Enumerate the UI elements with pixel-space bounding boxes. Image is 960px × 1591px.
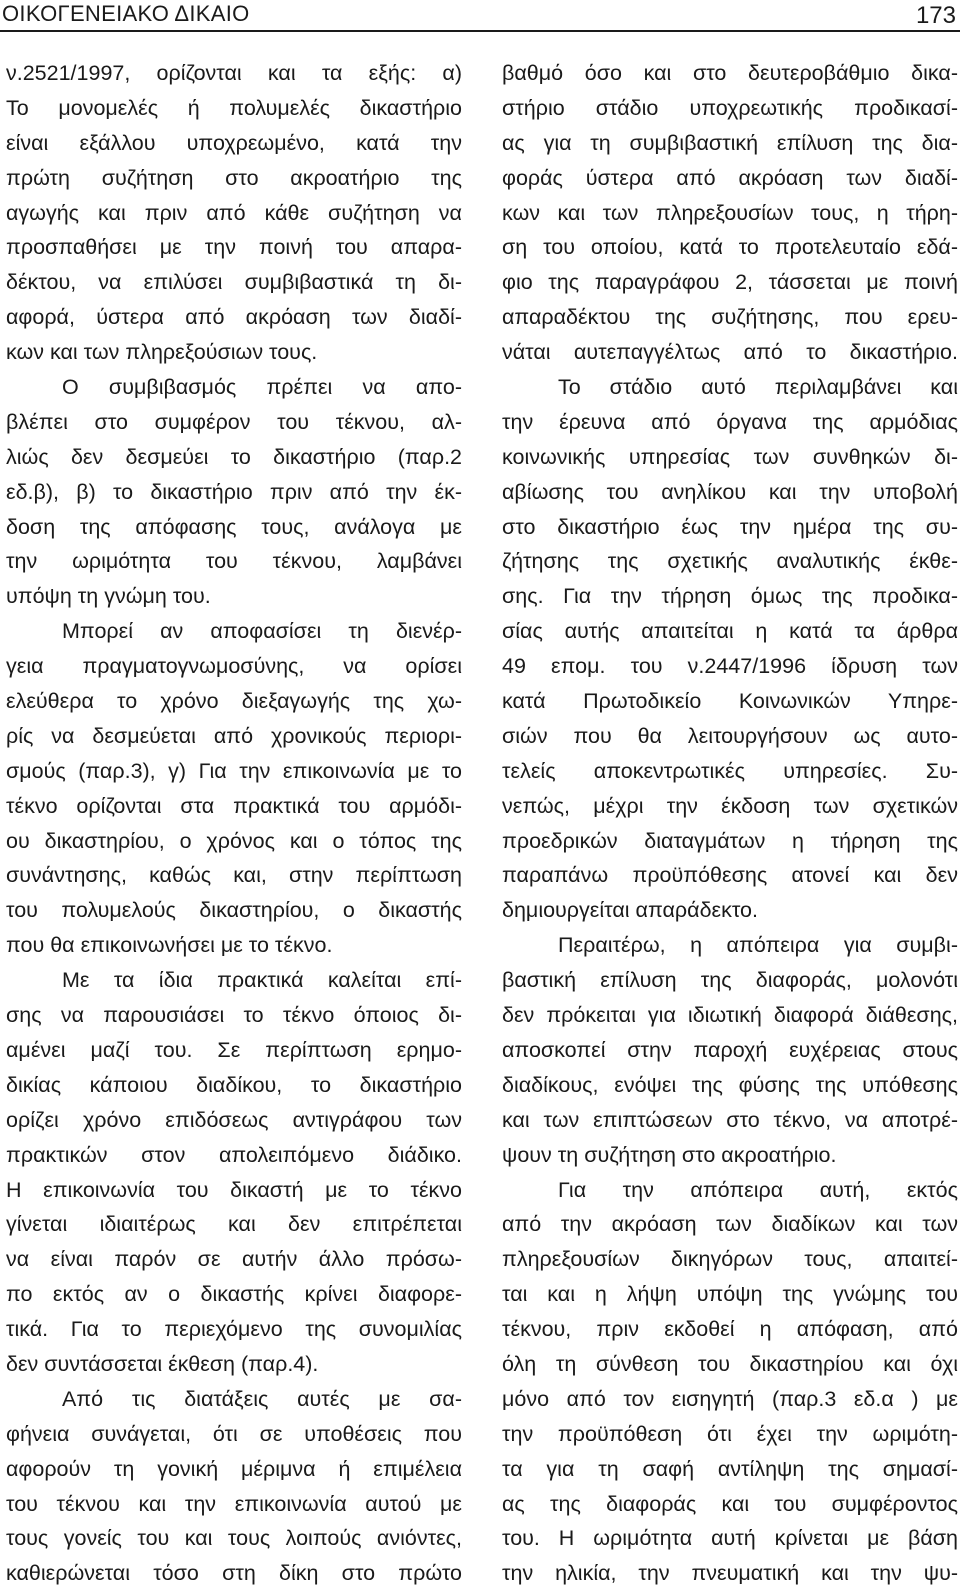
text-line: συνάντησης, καθώς και, στην περίπτωση [6, 863, 462, 888]
text-line: τους γονείς του και τους λοιπούς ανιόντες, [6, 1526, 462, 1551]
text-line: ν.2521/1997, ορίζονται και τα εξής: α) [6, 61, 462, 85]
text-line: παραπάνω προϋπόθεσης ατονεί και δεν [502, 863, 958, 888]
text-line: καθιερώνεται τόσο στη δίκη στο πρώτο [6, 1561, 462, 1586]
text-line: του τέκνου και την επικοινωνία αυτού με [6, 1491, 462, 1516]
text-line: ας της διαφοράς και του συμφέροντος [502, 1491, 958, 1516]
text-line: ου δικαστηρίου, ο χρόνος και ο τόπος της [6, 828, 462, 853]
text-line: τέκνου, πριν εκδοθεί η απόφαση, από [502, 1317, 958, 1342]
text-line: αφορούν τη γονική μέριμνα ή επιμέλεια [6, 1456, 462, 1481]
text-line: νάται αυτεπαγγέλτως από το δικαστήριο. [502, 340, 958, 365]
text-line: προεδρικών διαταγμάτων η τήρηση της [502, 828, 958, 853]
text-line: Από τις διατάξεις αυτές με σα- [62, 1386, 462, 1411]
text-line: δέκτου, να επιλύσει συμβιβαστικά τη δι- [6, 270, 462, 295]
text-line: και των επιπτώσεων στο τέκνο, να αποτρέ- [502, 1107, 958, 1132]
text-line: απαραδέκτου της συζήτησης, που ερευ- [502, 305, 958, 330]
text-line: μόνο από τον εισηγητή (παρ.3 εδ.α ) με [502, 1386, 958, 1411]
text-line: ορίζει χρόνο επιδόσεως αντιγράφου των [6, 1107, 462, 1132]
text-line: δεν συντάσσεται έκθεση (παρ.4). [6, 1351, 319, 1376]
text-line: κων και των πληρεξούσιων τους. [6, 340, 318, 365]
text-line: Με τα ίδια πρακτικά καλείται επί- [62, 968, 462, 993]
text-line: σης. Για την τήρηση όμως της προδικα- [502, 584, 958, 609]
text-line: πρώτη συζήτηση στο ακροατήριο της [6, 165, 462, 190]
text-line: ρίς να δεσμεύεται από χρονικούς περιορι- [6, 723, 462, 748]
text-line: λιώς δεν δεσμεύει το δικαστήριο (παρ.2 [6, 444, 462, 469]
text-line: προσπαθήσει με την ποινή του απαρα- [6, 235, 462, 260]
text-line: ελεύθερα το χρόνο διεξαγωγής της χω- [6, 689, 462, 714]
text-line: την ηλικία, την πνευματική και την ψυ- [502, 1561, 958, 1586]
text-line: πρακτικών στον απολειπόμενο διάδικο. [6, 1142, 462, 1167]
text-line: ψουν τη συζήτηση στο ακροατήριο. [502, 1142, 837, 1167]
text-line: τελείς αποκεντρωτικές υπηρεσίες. Συ- [502, 758, 958, 783]
text-line: του πολυμελούς δικαστηρίου, ο δικαστής [6, 898, 462, 923]
text-line: τέκνο ορίζονται στα πρακτικά του αρμόδι- [6, 793, 462, 818]
text-line: βαστική επίλυση της διαφοράς, μολονότι [502, 968, 958, 993]
text-line: σης να παρουσιάσει το τέκνο όποιος δι- [6, 1003, 462, 1028]
text-line: σίας αυτής απαιτείται η κατά τα άρθρα [502, 619, 958, 644]
text-line: την ωριμότητα του τέκνου, λαμβάνει [6, 549, 462, 574]
text-line: να είναι παρόν σε αυτήν άλλο πρόσω- [6, 1247, 462, 1272]
text-line: κων και των πληρεξουσίων τους, η τήρη- [502, 200, 958, 225]
text-line: πο εκτός αν ο δικαστής κρίνει διαφορε- [6, 1282, 462, 1307]
text-line: Το στάδιο αυτό περιλαμβάνει και [558, 375, 958, 400]
text-line: φοράς ύστερα από ακρόαση των διαδί- [502, 165, 958, 190]
text-line: Περαιτέρω, η απόπειρα για συμβι- [558, 933, 958, 958]
text-line: τικά. Για το περιεχόμενο της συνομιλίας [6, 1317, 462, 1342]
text-line: φήνεια συνάγεται, ότι σε υποθέσεις που [6, 1421, 462, 1446]
text-line: αβίωσης του ανηλίκου και την υποβολή [502, 479, 958, 504]
text-line: του. Η ωριμότητα αυτή κρίνεται με βάση [502, 1526, 958, 1551]
text-line: δοση της απόφασης τους, ανάλογα με [6, 514, 462, 539]
text-line: κοινωνικής υπηρεσίας των συνθηκών δι- [502, 444, 958, 469]
text-line: αγωγής και πριν από κάθε συζήτηση να [6, 200, 462, 225]
text-line: νεπώς, μέχρι την έκδοση των σχετικών [502, 793, 958, 818]
text-line: ση του οποίου, κατά το προτελευταίο εδά- [502, 235, 958, 260]
text-line: στήριο στάδιο υποχρεωτικής προδικασί- [502, 95, 958, 120]
text-line: Το μονομελές ή πολυμελές δικαστήριο [6, 95, 462, 120]
text-line: σμούς (παρ.3), γ) Για την επικοινωνία με το [6, 758, 462, 783]
text-line: Για την απόπειρα αυτή, εκτός [558, 1177, 958, 1202]
page-number: 173 [915, 2, 956, 29]
text-line: αφορά, ύστερα από ακρόαση των διαδί- [6, 305, 462, 330]
text-column-left [6, 56, 462, 1591]
text-line: είναι εξάλλου υποχρεωμένο, κατά την [6, 130, 462, 155]
text-line: εδ.β), β) το δικαστήριο πριν από την έκ- [6, 479, 462, 504]
text-line: αποσκοπεί στην παροχή ευχέρειας στους [502, 1037, 958, 1062]
text-line: δεν πρόκειται για ιδιωτική διαφορά διάθεσης, [502, 1003, 958, 1028]
text-line: ας για τη συμβιβαστική επίλυση της δια- [502, 130, 958, 155]
text-line: τα για τη σαφή αντίληψη της σημασί- [502, 1456, 958, 1481]
text-line: Η επικοινωνία του δικαστή με το τέκνο [6, 1177, 462, 1202]
text-line: σιών που θα λειτουργήσουν ως αυτο- [502, 723, 958, 748]
text-column-right [502, 56, 958, 1591]
text-line: Μπορεί αν αποφασίσει τη διενέρ- [62, 619, 462, 644]
text-line: στο δικαστήριο έως την ημέρα της συ- [502, 514, 958, 539]
text-line: την έρευνα από όργανα της αρμόδιας [502, 409, 958, 434]
text-line: όλη τη σύνθεση του δικαστηρίου και όχι [502, 1351, 958, 1376]
text-line: από την ακρόαση των διαδίκων και των [502, 1212, 958, 1237]
text-line: 49 επομ. του ν.2447/1996 ίδρυση των [502, 654, 958, 679]
running-header [0, 0, 960, 36]
text-line: κατά Πρωτοδικείο Κοινωνικών Υπηρε- [502, 689, 958, 714]
text-line: γεια πραγματογνωμοσύνης, να ορίσει [6, 654, 462, 679]
text-line: υπόψη τη γνώμη του. [6, 584, 211, 609]
text-line: Ο συμβιβασμός πρέπει να απο- [62, 375, 462, 400]
text-line: ται και η λήψη υπόψη της γνώμης του [502, 1282, 958, 1307]
text-line: που θα επικοινωνήσει με το τέκνο. [6, 933, 333, 958]
text-line: πληρεξουσίων δικηγόρων τους, απαιτεί- [502, 1247, 958, 1272]
text-line: βλέπει στο συμφέρον του τέκνου, αλ- [6, 409, 462, 434]
text-line: αμένει μαζί του. Σε περίπτωση ερημο- [6, 1037, 462, 1062]
text-line: δικίας κάποιου διαδίκου, το δικαστήριο [6, 1072, 462, 1097]
section-title: ΟΙΚΟΓΕΝΕΙΑΚΟ ΔΙΚΑΙΟ [2, 1, 250, 26]
text-line: γίνεται ιδιαιτέρως και δεν επιτρέπεται [6, 1212, 462, 1237]
text-line: βαθμό όσο και στο δευτεροβάθμιο δικα- [502, 61, 958, 85]
text-line: δημιουργείται απαράδεκτο. [502, 898, 758, 923]
text-line: διαδίκους, ενόψει της φύσης της υπόθεσης [502, 1072, 958, 1097]
text-line: φιο της παραγράφου 2, τάσσεται με ποινή [502, 270, 958, 295]
header-divider [0, 30, 960, 32]
text-line: ζήτησης της σχετικής αναλυτικής έκθε- [502, 549, 958, 574]
text-line: την προϋπόθεση ότι έχει την ωριμότη- [502, 1421, 958, 1446]
